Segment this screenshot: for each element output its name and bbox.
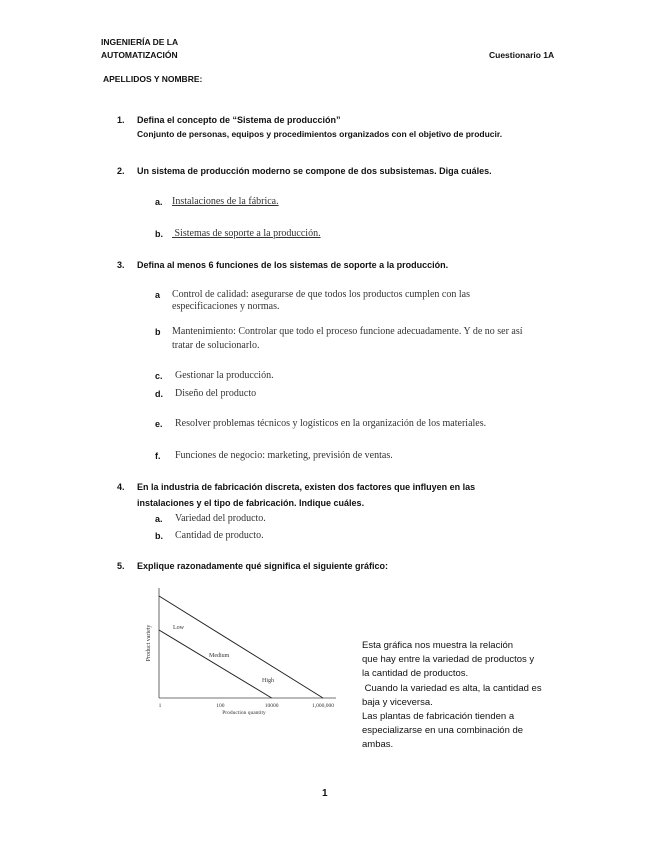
q3-item-b-line2: tratar de solucionarlo. bbox=[172, 340, 260, 351]
q4-number: 4. bbox=[117, 482, 125, 492]
q3-item-b-line1: Mantenimiento: Controlar que todo el proceso funcione adecuadamente. Y de no ser así bbox=[172, 326, 523, 337]
x-tick-label: 1 bbox=[158, 703, 162, 709]
series-line-medium bbox=[159, 630, 272, 698]
x-axis-label: Production quantity bbox=[222, 710, 266, 716]
q3-item-d-text: Diseño del producto bbox=[175, 388, 257, 399]
explanation-line: Esta gráfica nos muestra la relación bbox=[362, 640, 514, 651]
series-label-medium: Medium bbox=[209, 653, 230, 659]
q3-item-c-letter: c. bbox=[155, 371, 163, 381]
q2-item-b-text: Sistemas de soporte a la producción. bbox=[172, 228, 321, 239]
q3-item-d-letter: d. bbox=[155, 389, 163, 399]
x-tick-label: 100 bbox=[216, 703, 225, 709]
explanation-line: Las plantas de fabricación tienden a bbox=[362, 711, 515, 723]
q3-item-a-letter: a bbox=[155, 290, 161, 300]
series-label-high: High bbox=[262, 678, 274, 684]
page-number: 1 bbox=[322, 788, 328, 799]
name-field-label: APELLIDOS Y NOMBRE: bbox=[103, 74, 203, 84]
explanation-line: ambas. bbox=[362, 739, 394, 751]
q5-text: Explique razonadamente qué significa el siguiente gráfico: bbox=[137, 561, 389, 571]
explanation-line: especializarse en una combinación de bbox=[362, 725, 524, 737]
q4-text-line2: instalaciones y el tipo de fabricación. Indique cuáles. bbox=[137, 498, 365, 508]
q4-item-b-text: Cantidad de producto. bbox=[175, 530, 264, 541]
q3-item-c-text: Gestionar la producción. bbox=[175, 370, 274, 381]
q4-item-a-letter: a. bbox=[155, 514, 163, 524]
q1-number: 1. bbox=[117, 115, 125, 125]
explanation-line: baja y viceversa. bbox=[362, 696, 433, 708]
y-axis-label: Product variety bbox=[146, 624, 152, 662]
q3-number: 3. bbox=[117, 260, 125, 270]
q2-number: 2. bbox=[117, 166, 125, 176]
institution-line2: AUTOMATIZACIÓN bbox=[101, 50, 178, 60]
variety-quantity-chart bbox=[140, 580, 340, 720]
q2-item-b-letter: b. bbox=[155, 229, 163, 239]
institution-name bbox=[101, 36, 178, 62]
q2-text: Un sistema de producción moderno se compone de dos subsistemas. Diga cuáles. bbox=[137, 166, 492, 176]
q3-item-f-letter: f. bbox=[155, 451, 161, 461]
series-line-low bbox=[159, 596, 323, 698]
q3-item-b-letter: b bbox=[155, 327, 161, 337]
q3-item-e-text: Resolver problemas técnicos y logísticos en la organización de los materiales. bbox=[175, 418, 487, 429]
explanation-line: Cuando la variedad es alta, la cantidad es bbox=[362, 682, 542, 694]
q4-text-line1: En la industria de fabricación discreta, existen dos factores que influyen en las bbox=[137, 482, 476, 492]
institution-line1: INGENIERÍA DE LA bbox=[101, 37, 179, 47]
q5-explanation bbox=[362, 639, 542, 753]
q3-item-f-text: Funciones de negocio: marketing, previsión de ventas. bbox=[175, 450, 393, 461]
q5-number: 5. bbox=[117, 561, 125, 571]
series-label-low: Low bbox=[173, 625, 184, 631]
q3-item-a-line2: especificaciones y normas. bbox=[172, 301, 280, 312]
x-tick-label: 1,000,000 bbox=[312, 703, 334, 709]
q3-item-a-line1: Control de calidad: asegurarse de que todos los productos cumplen con las bbox=[172, 289, 470, 300]
q3-text: Defina al menos 6 funciones de los sistemas de soporte a la producción. bbox=[137, 260, 449, 270]
q4-item-a-text: Variedad del producto. bbox=[175, 513, 266, 524]
explanation-line: que hay entre la variedad de productos y bbox=[362, 654, 535, 666]
q1-text: Defina el concepto de “Sistema de producción” bbox=[137, 115, 341, 125]
q3-item-e-letter: e. bbox=[155, 419, 163, 429]
document-id: Cuestionario 1A bbox=[489, 50, 555, 60]
q4-item-b-letter: b. bbox=[155, 531, 163, 541]
x-tick-label: 10000 bbox=[264, 703, 279, 709]
explanation-line: la cantidad de productos. bbox=[362, 668, 469, 680]
q2-item-a-letter: a. bbox=[155, 197, 163, 207]
q1-answer: Conjunto de personas, equipos y procedimientos organizados con el objetivo de producir. bbox=[137, 129, 503, 139]
q2-item-a-text: Instalaciones de la fábrica. bbox=[172, 196, 279, 207]
